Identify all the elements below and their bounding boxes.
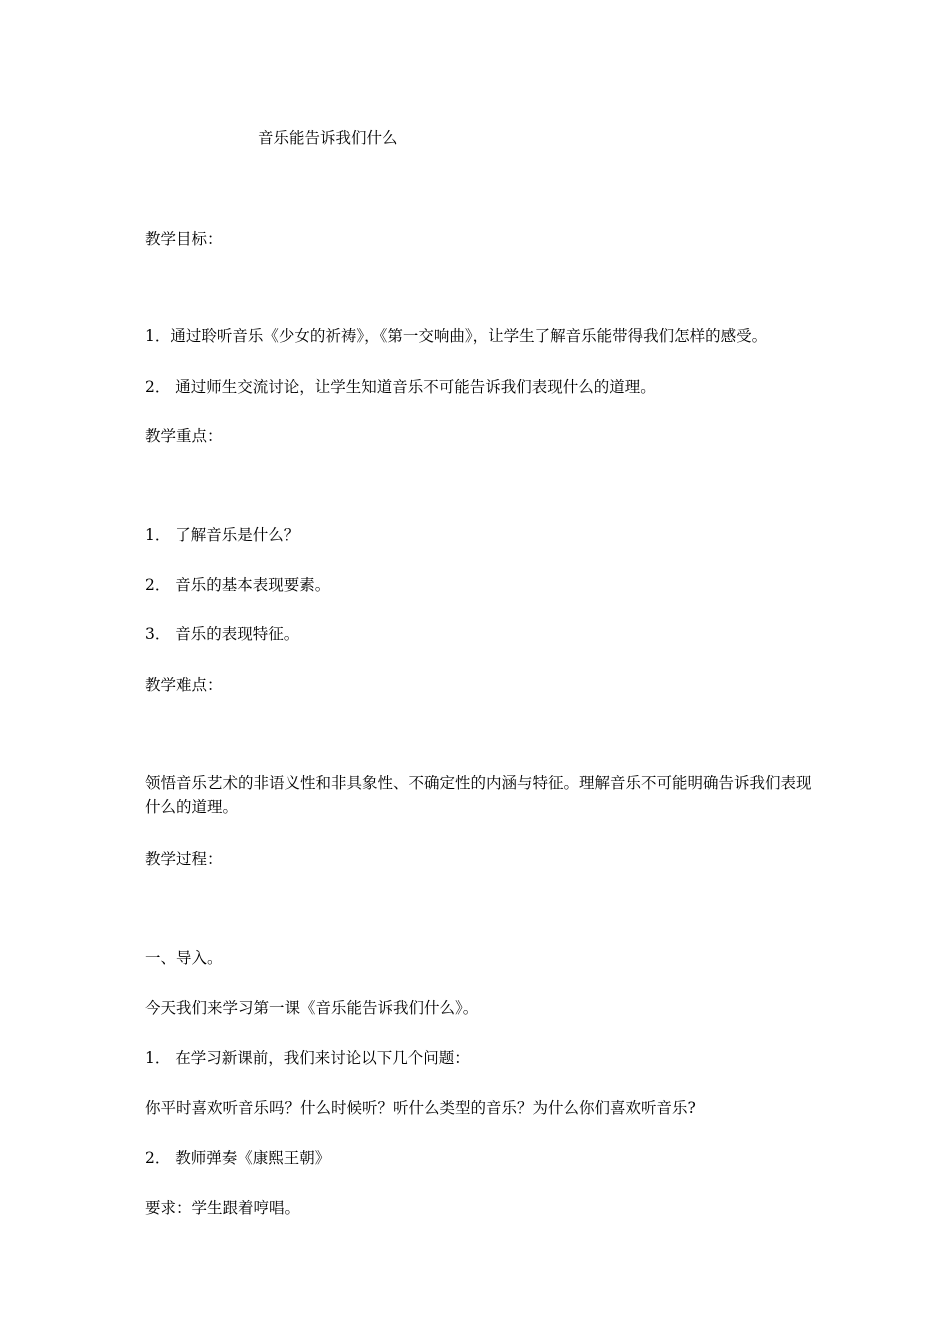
keypoint-item: 1． 了解音乐是什么？ xyxy=(145,526,300,544)
objective-item: 2． 通过师生交流讨论，让学生知道音乐不可能告诉我们表现什么的道理。 xyxy=(145,378,656,396)
process-heading: 教学过程： xyxy=(145,850,223,868)
keypoints-heading: 教学重点： xyxy=(145,427,223,445)
objective-item: 1．通过聆听音乐《少女的祈祷》，《第一交响曲》，让学生了解音乐能带得我们怎样的感受。 xyxy=(145,327,768,345)
document-title: 音乐能告诉我们什么 xyxy=(258,129,398,147)
process-item: 1． 在学习新课前，我们来讨论以下几个问题： xyxy=(145,1049,470,1067)
objectives-heading: 教学目标： xyxy=(145,230,223,248)
process-item: 一、导入。 xyxy=(145,949,223,967)
process-item: 2． 教师弹奏《康熙王朝》 xyxy=(145,1149,331,1167)
difficulty-paragraph: 领悟音乐艺术的非语义性和非具象性、不确定性的内涵与特征。理解音乐不可能明确告诉我们表现什么的道理。 xyxy=(145,774,812,816)
process-item: 今天我们来学习第一课《音乐能告诉我们什么》。 xyxy=(145,999,479,1017)
process-item: 要求：学生跟着哼唱。 xyxy=(145,1199,301,1217)
difficulty-heading: 教学难点： xyxy=(145,676,223,694)
process-item: 你平时喜欢听音乐吗？什么时候听？听什么类型的音乐？为什么你们喜欢听音乐? xyxy=(145,1099,696,1117)
keypoint-item: 2． 音乐的基本表现要素。 xyxy=(145,576,331,594)
keypoint-item: 3． 音乐的表现特征。 xyxy=(145,625,300,643)
